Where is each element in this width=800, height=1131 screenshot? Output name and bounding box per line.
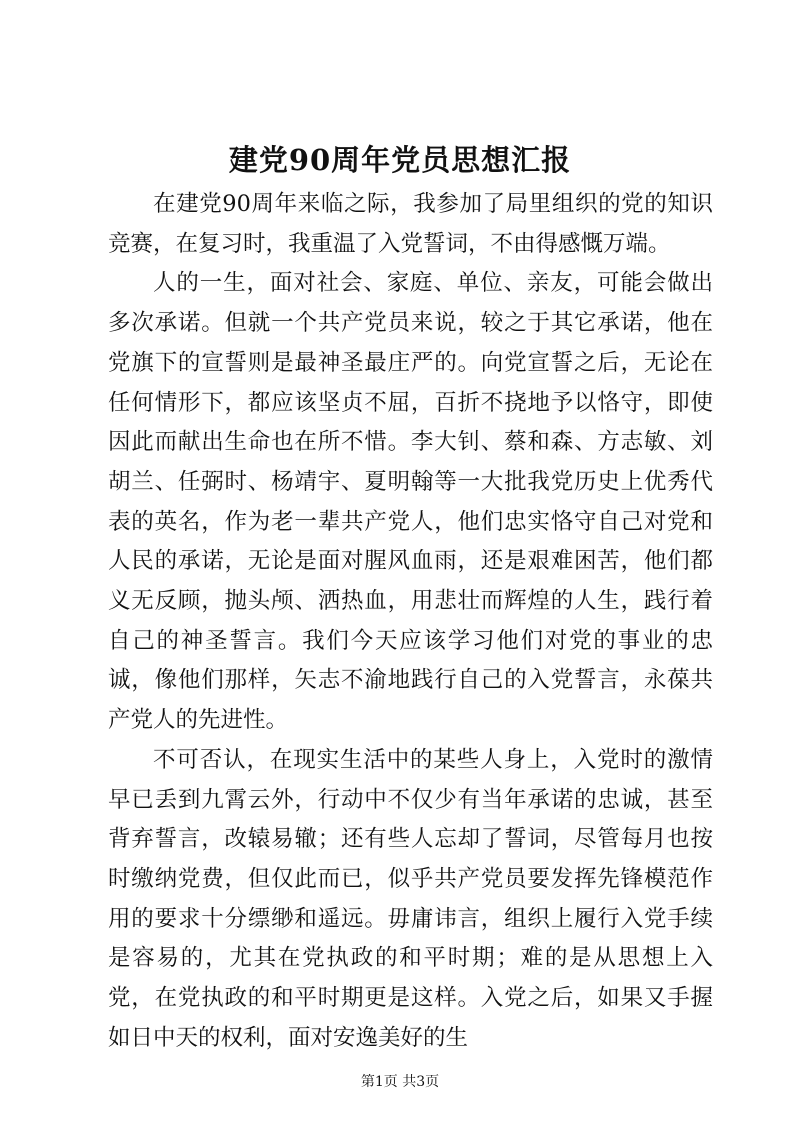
page-footer: 第1页 共3页 bbox=[360, 1074, 440, 1090]
paragraph-2: 人的一生，面对社会、家庭、单位、亲友，可能会做出多次承诺。但就一个共产党员来说，较之于其它承诺，他在党旗下的宣誓则是最神圣最庄严的。向党宣誓之后，无论在任何情形下，都应该坚贞不屈，百折不挠地予以恪守，即使因此而献出生命也在所不惜。李大钊、蔡和森、方志敏、刘胡兰、任弼时、杨靖宇、夏明翰等一大批我党历史上优秀代表的英名，作为老一辈共产党人，他们忠实恪守自己对党和人民的承诺，无论是面对腥风血雨，还是艰难困苦，他们都义无反顾，抛头颅、洒热血，用悲壮而辉煌的人生，践行着自己的神圣誓言。我们今天应该学习他们对党的事业的忠诚，像他们那样，矢志不渝地践行自己的入党誓言，永葆共产党人的先进性。 bbox=[108, 270, 713, 734]
document-body bbox=[108, 185, 713, 1058]
paragraph-3: 不可否认，在现实生活中的某些人身上，入党时的激情早已丢到九霄云外，行动中不仅少有当年承诺的忠诚，甚至背弃誓言，改辕易辙；还有些人忘却了誓词，尽管每月也按时缴纳党费，但仅此而已，似乎共产党员要发挥先锋模范作用的要求十分缥缈和遥远。毋庸讳言，组织上履行入党手续是容易的，尤其在党执政的和平时期；难的是从思想上入党，在党执政的和平时期更是这样。入党之后，如果又手握如日中天的权利，面对安逸美好的生 bbox=[108, 746, 713, 1051]
document-title: 建党90周年党员思想汇报 bbox=[228, 143, 572, 177]
paragraph-1: 在建党90周年来临之际，我参加了局里组织的党的知识竞赛，在复习时，我重温了入党誓词，不由得感慨万端。 bbox=[108, 191, 713, 257]
